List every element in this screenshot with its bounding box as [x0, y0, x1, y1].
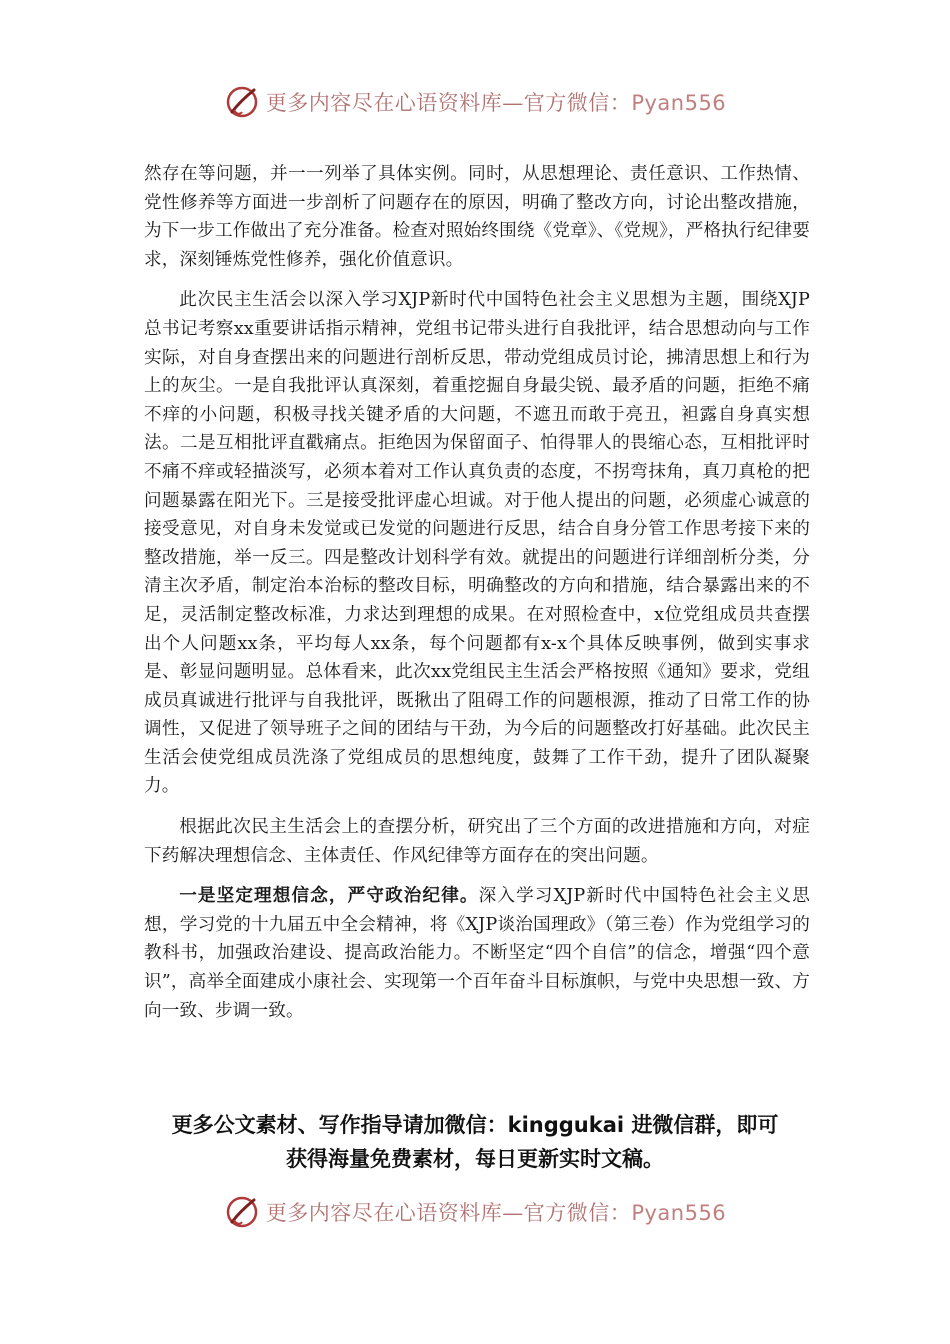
- footer-banner-label: 更多内容尽在心语资料库—官方微信：: [265, 1201, 632, 1225]
- promo-line-1: 更多公文素材、写作指导请加微信：kinggukai 进微信群，即可: [171, 1113, 779, 1137]
- document-body: [144, 160, 810, 1037]
- footer-banner-text: [266, 1197, 726, 1227]
- paragraph-point-one: [144, 882, 810, 1025]
- brush-logo-icon: [224, 1194, 260, 1230]
- paragraph-continuation: 然存在等问题，并一一列举了具体实例。同时，从思想理论、责任意识、工作热情、党性修养等方面进一步剖析了问题存在的原因，明确了整改方向，讨论出整改措施，为下一步工作做出了充分准备。检查对照始终围绕《党章》、《党规》，严格执行纪律要求，深刻锤炼党性修养，强化价值意识。: [144, 164, 810, 270]
- header-wechat-id: Pyan556: [631, 91, 727, 115]
- header-banner-label: 更多内容尽在心语资料库—官方微信：: [265, 91, 632, 115]
- brush-logo-icon: [224, 84, 260, 120]
- point-one-heading: 一是坚定理想信念，严守政治纪律。: [179, 886, 479, 907]
- promo-block: [120, 1108, 830, 1176]
- footer-banner: [0, 1190, 950, 1234]
- paragraph-meeting-summary: 此次民主生活会以深入学习XJP新时代中国特色社会主义思想为主题，围绕XJP总书记考察xx重要讲话指示精神，党组书记带头进行自我批评，结合思想动向与工作实际，对自身查摆出来的问题进行剖析反思，带动党组成员讨论，拂清思想上和行为上的灰尘。一是自我批评认真深刻，着重挖掘自身最尖锐、最矛盾的问题，拒绝不痛不痒的小问题，积极寻找关键矛盾的大问题，不遮丑而敢于亮丑，袒露自身真实想法。二是互相批评直戳痛点。拒绝因为保留面子、怕得罪人的畏缩心态，互相批评时不痛不痒或轻描淡写，必须本着对工作认真负责的态度，不拐弯抹角，真刀真枪的把问题暴露在阳光下。三是接受批评虚心坦诚。对于他人提出的问题，必须虚心诚意的接受意见，对自身未发觉或已发觉的问题进行反思，结合自身分管工作思考接下来的整改措施，举一反三。四是整改计划科学有效。就提出的问题进行详细剖析分类，分清主次矛盾，制定治本治标的整改目标，明确整改的方向和措施，结合暴露出来的不足，灵活制定整改标准，力求达到理想的成果。在对照检查中，x位党组成员共查摆出个人问题xx条，平均每人xx条，每个问题都有x-x个具体反映事例，做到实事求是、彰显问题明显。总体看来，此次xx党组民主生活会严格按照《通知》要求，党组成员真诚进行批评与自我批评，既揪出了阻碍工作的问题根源，推动了日常工作的协调性，又促进了领导班子之间的团结与干劲，为今后的问题整改打好基础。此次民主生活会使党组成员洗涤了党组成员的思想纯度，鼓舞了工作干劲，提升了团队凝聚力。: [144, 290, 810, 797]
- point-one-text: 深入学习XJP新时代中国特色社会主义思想，学习党的十九届五中全会精神，将《XJP谈治国理政》（第三卷）作为党组学习的教科书，加强政治建设、提高政治能力。不断坚定“四个自信”的信念，增强“四个意识”，高举全面建成小康社会、实现第一个百年奋斗目标旗帜，与党中央思想一致、方向一致、步调一致。: [144, 886, 810, 1021]
- footer-wechat-id: Pyan556: [631, 1201, 727, 1225]
- paragraph-improvement-intro: 根据此次民主生活会上的查摆分析，研究出了三个方面的改进措施和方向，对症下药解决理想信念、主体责任、作风纪律等方面存在的突出问题。: [144, 817, 810, 866]
- promo-line-2: 获得海量免费素材，每日更新实时文稿。: [286, 1147, 664, 1171]
- header-banner: [0, 80, 950, 124]
- header-banner-text: [266, 87, 726, 117]
